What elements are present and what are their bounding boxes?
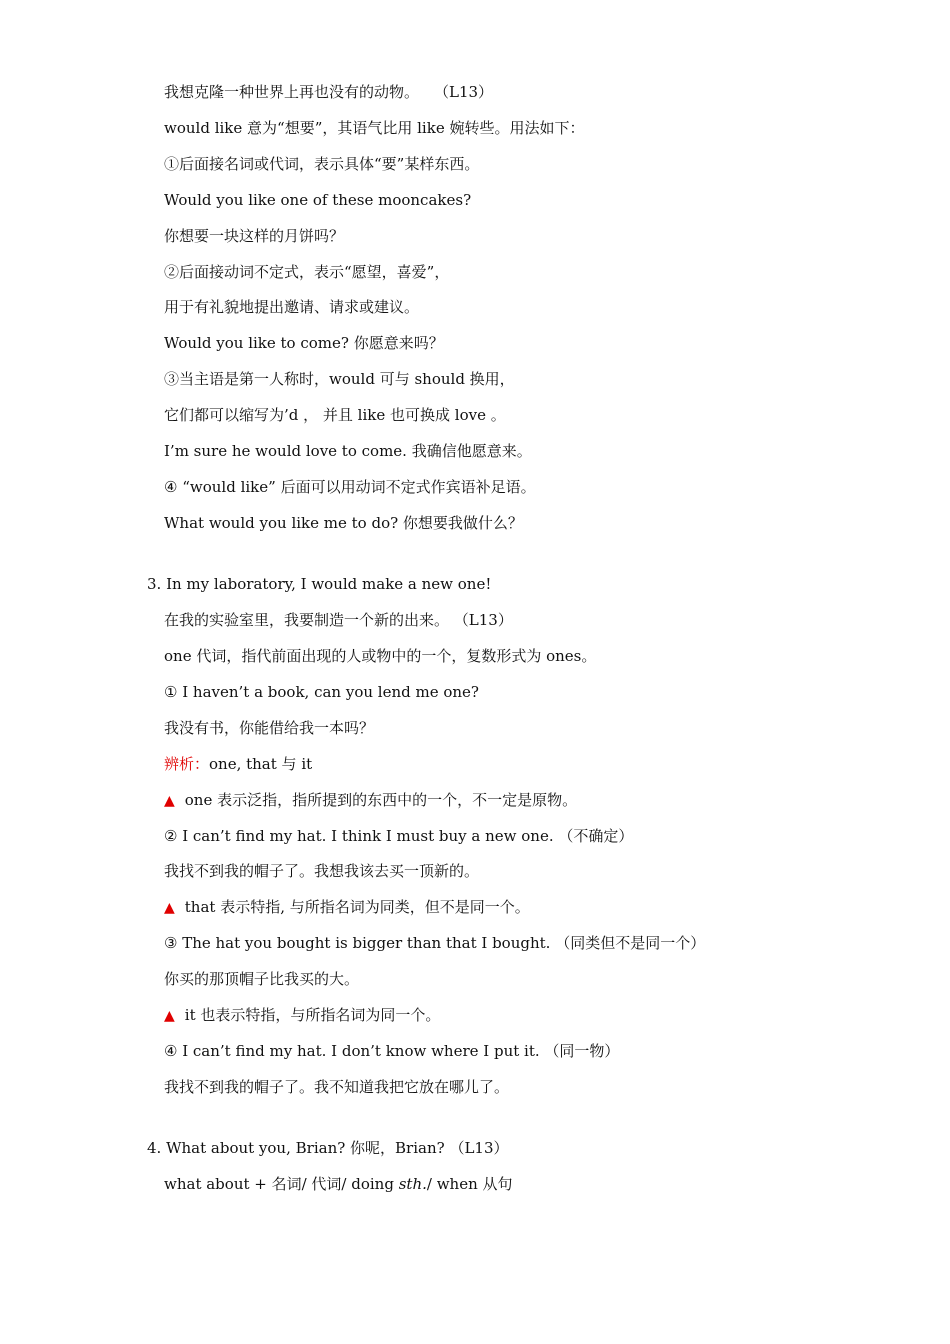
s4-heading: 4. What about you, Brian? 你呢，Brian? （L13）	[147, 1139, 509, 1157]
point-3-text: it 也表示特指，与所指名词为同一个。	[184, 1006, 441, 1024]
s3-point-2	[164, 897, 530, 918]
usage-post: / when 从句	[426, 1175, 513, 1193]
s3-explain: one 代词，指代前面出现的人或物中的一个，复数形式为 ones。	[164, 647, 597, 665]
s2-line-5: 你想要一块这样的月饼吗？	[164, 227, 345, 245]
s2-line-11: I’m sure he would love to come. 我确信他愿意来。	[164, 442, 532, 460]
s2-line-1: 我想克隆一种世界上再也没有的动物。 （L13）	[164, 83, 494, 101]
usage-sth: sth.	[398, 1175, 427, 1193]
s3-point-1	[164, 790, 577, 811]
s2-line-9: ③当主语是第一人称时，would 可与 should 换用，	[164, 370, 515, 388]
s2-line-12: ④ “would like” 后面可以用动词不定式作宾语补足语。	[164, 478, 536, 496]
s3-translation: 在我的实验室里，我要制造一个新的出来。 （L13）	[164, 611, 513, 629]
s3-bianxi	[164, 754, 312, 774]
s3-example-2: ② I can’t find my hat. I think I must buy a new one. （不确定）	[164, 827, 634, 845]
s3-example-3-cn: 你买的那顶帽子比我买的大。	[164, 970, 360, 988]
s2-line-10: 它们都可以缩写为’d ， 并且 like 也可换成 love 。	[164, 406, 506, 424]
s2-line-13: What would you like me to do? 你想要我做什么？	[164, 514, 523, 532]
bianxi-text: one, that 与 it	[209, 755, 313, 773]
s2-line-6: ②后面接动词不定式，表示“愿望，喜爱”，	[164, 263, 450, 281]
bianxi-label: 辨析：	[164, 755, 210, 773]
red-triangle-icon: ▲	[164, 793, 175, 809]
s3-example-4: ④ I can’t find my hat. I don’t know where I put it. （同一物）	[164, 1042, 620, 1060]
s3-point-3	[164, 1005, 440, 1026]
point-1-text: one 表示泛指，指所提到的东西中的一个，不一定是原物。	[184, 791, 578, 809]
s2-line-8: Would you like to come? 你愿意来吗？	[164, 334, 444, 352]
s3-example-1: ① I haven’t a book, can you lend me one?	[164, 683, 479, 701]
red-triangle-icon: ▲	[164, 1008, 175, 1024]
usage-pre: what about + 名词/ 代词/ doing	[164, 1175, 399, 1193]
red-triangle-icon: ▲	[164, 900, 175, 916]
s3-example-4-cn: 我找不到我的帽子了。我不知道我把它放在哪儿了。	[164, 1078, 510, 1096]
s2-line-3: ①后面接名词或代词，表示具体“要”某样东西。	[164, 155, 480, 173]
s3-example-2-cn: 我找不到我的帽子了。我想我该去买一顶新的。	[164, 862, 480, 880]
s2-line-7: 用于有礼貌地提出邀请、请求或建议。	[164, 298, 420, 316]
point-2-text: that 表示特指, 与所指名词为同类，但不是同一个。	[184, 898, 530, 916]
s2-line-4: Would you like one of these mooncakes?	[164, 191, 472, 209]
s3-heading: 3. In my laboratory, I would make a new one!	[147, 575, 492, 593]
s3-example-1-cn: 我没有书，你能借给我一本吗？	[164, 719, 375, 737]
s3-example-3: ③ The hat you bought is bigger than that I bought. （同类但不是同一个）	[164, 934, 706, 952]
s4-usage	[164, 1174, 513, 1194]
s2-line-2: would like 意为“想要”，其语气比用 like 婉转些。用法如下：	[164, 119, 585, 137]
